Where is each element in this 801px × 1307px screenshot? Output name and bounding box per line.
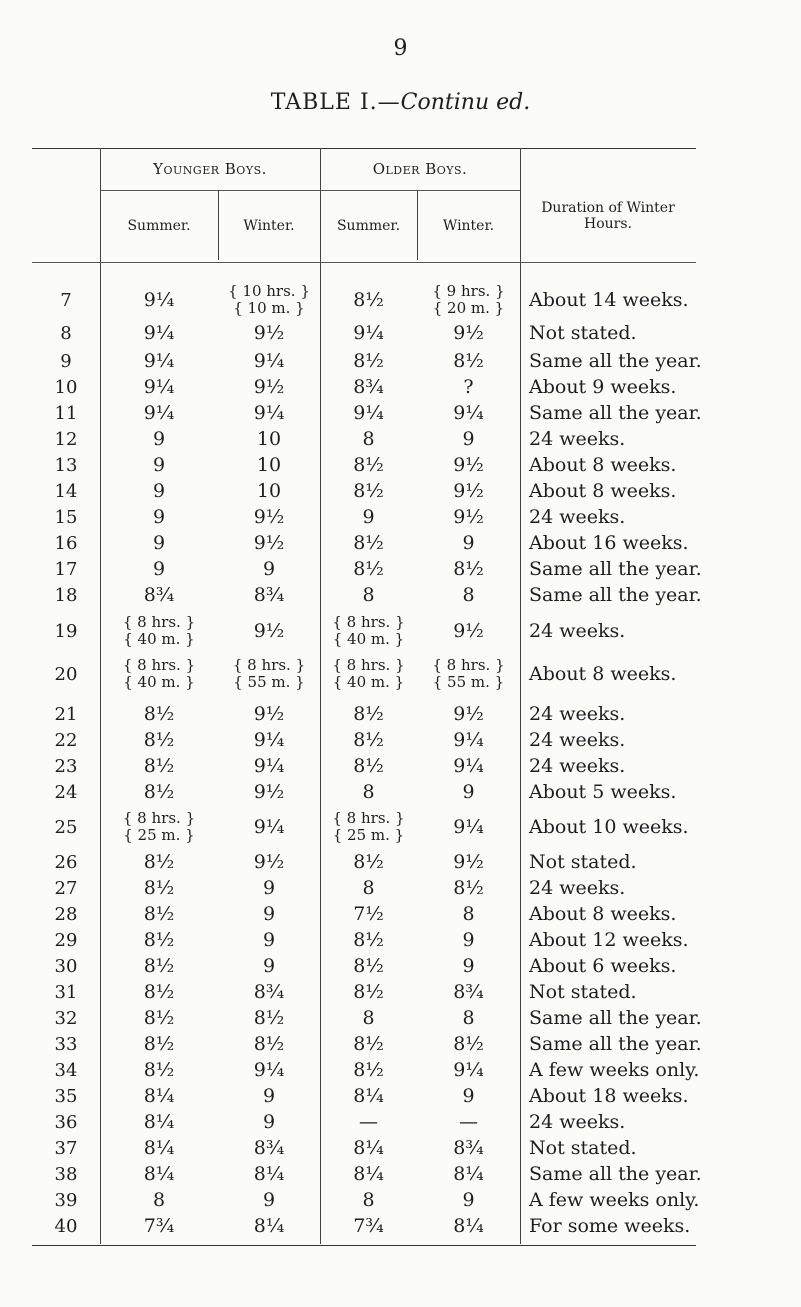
brace-line: { 8 hrs. } <box>332 809 405 827</box>
cell-duration: Not stated. <box>529 1137 637 1159</box>
cell-older-winter: 9 <box>462 781 475 803</box>
brace-value <box>123 810 195 844</box>
header-group-rule <box>100 190 520 191</box>
cell-younger-winter: 8¾ <box>253 1137 285 1159</box>
cell-older-winter: 8½ <box>453 558 484 580</box>
cell-duration: About 5 weeks. <box>529 781 677 803</box>
cell-younger-summer: 8½ <box>143 1059 175 1081</box>
cell-duration: 24 weeks. <box>529 1111 626 1133</box>
cell-older-winter: 8 <box>462 1007 475 1029</box>
cell-duration: 24 weeks. <box>529 729 626 751</box>
cell-duration: Same all the year. <box>529 402 702 424</box>
brace-line: { 8 hrs. } <box>432 656 505 674</box>
cell-older-summer: 8½ <box>353 558 384 580</box>
cell-younger-winter: 8¼ <box>253 1215 285 1237</box>
cell-younger-winter: 9 <box>262 877 276 899</box>
brace-line: { 8 hrs. } <box>332 613 405 631</box>
table-title-main: TABLE I.— <box>270 90 401 115</box>
cell-row-number: 26 <box>54 851 78 873</box>
cell-older-winter: 8½ <box>453 1033 484 1055</box>
brace-line: { 40 m. } <box>123 630 195 648</box>
cell-older-summer: 8½ <box>353 289 384 311</box>
cell-row-number: 19 <box>54 620 78 642</box>
table-row <box>32 1031 702 1057</box>
cell-younger-winter: 8½ <box>253 1007 285 1029</box>
cell-row-number: 39 <box>54 1189 78 1211</box>
cell-younger-winter: 9½ <box>253 322 285 344</box>
cell-older-summer: 8¾ <box>353 376 384 398</box>
table-row <box>32 1109 696 1135</box>
cell-row-number: 17 <box>54 558 78 580</box>
cell-younger-summer: 8½ <box>143 755 175 777</box>
header-duration: Duration of Winter Hours. <box>541 200 675 232</box>
cell-younger-winter: 9 <box>262 903 276 925</box>
cell-duration: A few weeks only. <box>529 1059 700 1081</box>
cell-duration: Same all the year. <box>529 350 702 372</box>
table-row <box>32 927 696 953</box>
cell-younger-summer: 9¼ <box>143 402 175 424</box>
cell-younger-summer: 8½ <box>143 1033 175 1055</box>
cell-older-winter: 8 <box>462 903 475 925</box>
cell-older-winter: 9½ <box>453 703 484 725</box>
cell-older-winter: 9¼ <box>453 1059 484 1081</box>
brace-line: { 8 hrs. } <box>232 656 306 674</box>
brace-line: { 8 hrs. } <box>122 656 196 674</box>
cell-younger-summer: 8¼ <box>143 1163 175 1185</box>
brace-value <box>332 810 404 844</box>
table-row <box>32 400 702 426</box>
cell-row-number: 33 <box>54 1033 78 1055</box>
cell-younger-winter: 9½ <box>253 532 285 554</box>
cell-older-summer <box>320 654 417 694</box>
cell-older-summer: 8 <box>362 1189 375 1211</box>
cell-younger-winter: 9½ <box>253 376 285 398</box>
cell-older-winter: 8½ <box>453 877 484 899</box>
cell-duration: Same all the year. <box>529 1163 702 1185</box>
cell-younger-winter: 9¼ <box>253 1059 285 1081</box>
cell-younger-summer: 8¾ <box>143 584 175 606</box>
cell-younger-summer: 8½ <box>143 981 175 1003</box>
cell-duration: Same all the year. <box>529 558 702 580</box>
cell-younger-summer: 8¼ <box>143 1111 175 1133</box>
cell-older-summer: 8 <box>362 428 375 450</box>
cell-row-number: 16 <box>54 532 78 554</box>
cell-younger-winter: 8¾ <box>253 981 285 1003</box>
cell-older-winter: 9½ <box>453 851 484 873</box>
cell-duration: Same all the year. <box>529 1033 702 1055</box>
cell-row-number: 40 <box>54 1215 78 1237</box>
table-row <box>32 530 696 556</box>
cell-older-summer: 7½ <box>353 903 384 925</box>
page-number: 9 <box>393 36 408 61</box>
cell-younger-winter: 9¼ <box>253 729 285 751</box>
cell-younger-summer: 9¼ <box>143 322 175 344</box>
cell-older-winter: 8 <box>462 584 475 606</box>
table-title <box>0 90 801 115</box>
cell-younger-winter <box>218 282 320 318</box>
cell-older-winter <box>417 282 520 318</box>
cell-duration: Not stated. <box>529 322 637 344</box>
cell-younger-summer: 9¼ <box>143 376 175 398</box>
cell-younger-summer: 9 <box>152 428 166 450</box>
cell-older-winter: 9½ <box>453 506 484 528</box>
brace-value <box>332 657 404 691</box>
cell-older-summer: 8½ <box>353 532 384 554</box>
header-rule <box>32 262 696 263</box>
cell-older-summer: 8½ <box>353 480 384 502</box>
table-row <box>32 1213 696 1239</box>
header-older-boys: Older Boys. <box>372 160 468 178</box>
brace-line: { 10 hrs. } <box>228 282 310 300</box>
cell-row-number: 37 <box>54 1137 78 1159</box>
table-row <box>32 727 696 753</box>
cell-older-summer: 8½ <box>353 955 384 977</box>
cell-duration: Not stated. <box>529 981 637 1003</box>
cell-older-winter: 9¼ <box>453 402 484 424</box>
brace-value <box>432 657 504 691</box>
cell-younger-winter: 9½ <box>253 620 285 642</box>
cell-older-summer: 8½ <box>353 1033 384 1055</box>
table-row <box>32 753 696 779</box>
cell-duration: About 8 weeks. <box>529 454 677 476</box>
cell-older-summer: 8 <box>362 584 375 606</box>
cell-duration: About 18 weeks. <box>529 1085 689 1107</box>
cell-younger-summer <box>100 654 218 694</box>
cell-younger-winter <box>218 654 320 694</box>
table-row <box>32 1187 700 1213</box>
brace-line: { 25 m. } <box>123 826 195 844</box>
cell-older-winter: 9 <box>462 1085 475 1107</box>
cell-duration: About 8 weeks. <box>529 903 677 925</box>
cell-younger-summer: 9¼ <box>143 289 175 311</box>
cell-row-number: 10 <box>54 376 78 398</box>
brace-line: { 8 hrs. } <box>332 656 405 674</box>
cell-row-number: 11 <box>54 402 78 424</box>
brace-line: { 25 m. } <box>332 826 405 844</box>
table-row <box>32 504 696 530</box>
cell-older-winter: 9 <box>462 428 475 450</box>
brace-line: { 9 hrs. } <box>432 282 505 300</box>
cell-older-winter: 8½ <box>453 350 484 372</box>
table-row <box>32 1135 696 1161</box>
cell-row-number: 21 <box>54 703 78 725</box>
cell-older-winter: 9 <box>462 955 475 977</box>
brace-line: { 10 m. } <box>233 299 305 317</box>
cell-duration: 24 weeks. <box>529 506 626 528</box>
cell-row-number: 18 <box>54 584 78 606</box>
cell-younger-summer: 8½ <box>143 929 175 951</box>
cell-row-number: 7 <box>60 289 72 311</box>
cell-younger-summer: 8¼ <box>143 1085 175 1107</box>
cell-older-summer: 8½ <box>353 454 384 476</box>
cell-row-number: 30 <box>54 955 78 977</box>
cell-younger-summer: 9 <box>152 558 166 580</box>
header-younger-boys: Younger Boys. <box>153 160 267 178</box>
cell-younger-winter: 9 <box>262 955 276 977</box>
brace-value <box>123 614 195 648</box>
cell-row-number: 25 <box>54 816 78 838</box>
table-row <box>32 1161 702 1187</box>
cell-younger-winter: 9¼ <box>253 350 285 372</box>
brace-line: { 8 hrs. } <box>122 809 196 827</box>
cell-row-number: 20 <box>54 663 78 685</box>
cell-older-summer: 8½ <box>353 929 384 951</box>
cell-older-winter: 8¼ <box>453 1163 484 1185</box>
cell-younger-summer: 8½ <box>143 729 175 751</box>
cell-duration: About 9 weeks. <box>529 376 677 398</box>
table-row <box>32 374 696 400</box>
cell-row-number: 34 <box>54 1059 78 1081</box>
table-row <box>32 779 696 805</box>
cell-older-winter: 8¼ <box>453 1215 484 1237</box>
brace-line: { 55 m. } <box>233 673 305 691</box>
cell-younger-winter: 9 <box>262 929 276 951</box>
cell-younger-winter: 8¾ <box>253 584 285 606</box>
cell-younger-winter: 9½ <box>253 781 285 803</box>
cell-younger-summer: 8½ <box>143 955 175 977</box>
cell-duration: Not stated. <box>529 851 637 873</box>
table-row <box>32 1005 702 1031</box>
cell-older-winter: ? <box>463 376 474 398</box>
cell-row-number: 14 <box>54 480 78 502</box>
cell-row-number: 29 <box>54 929 78 951</box>
cell-row-number: 13 <box>54 454 78 476</box>
table-row <box>32 556 702 582</box>
cell-row-number: 23 <box>54 755 78 777</box>
cell-older-summer <box>320 808 417 846</box>
cell-younger-winter: 9¼ <box>253 402 285 424</box>
cell-younger-summer: 9 <box>152 454 166 476</box>
cell-older-summer: 8 <box>362 877 375 899</box>
cell-younger-summer: 8½ <box>143 781 175 803</box>
cell-younger-winter: 10 <box>256 428 282 450</box>
cell-younger-summer: 9¼ <box>143 350 175 372</box>
cell-row-number: 31 <box>54 981 78 1003</box>
cell-row-number: 38 <box>54 1163 78 1185</box>
brace-line: { 40 m. } <box>123 673 195 691</box>
cell-younger-summer: 8¼ <box>143 1137 175 1159</box>
table-row <box>32 701 696 727</box>
cell-younger-winter: 9 <box>262 1085 276 1107</box>
table-row <box>32 582 702 608</box>
table-row <box>32 953 696 979</box>
cell-younger-winter: 9 <box>262 558 276 580</box>
table-row <box>32 282 696 318</box>
table-row <box>32 979 696 1005</box>
cell-younger-summer: 7¾ <box>143 1215 175 1237</box>
cell-older-summer: 9¼ <box>353 402 384 424</box>
cell-duration: About 6 weeks. <box>529 955 677 977</box>
cell-duration: About 14 weeks. <box>529 289 689 311</box>
cell-older-summer: 8½ <box>353 729 384 751</box>
cell-row-number: 8 <box>60 322 72 344</box>
cell-younger-summer: 8½ <box>143 851 175 873</box>
header-younger-winter: Winter. <box>243 218 295 234</box>
cell-older-winter: 9½ <box>453 322 484 344</box>
cell-row-number: 22 <box>54 729 78 751</box>
cell-older-summer: 8½ <box>353 1059 384 1081</box>
cell-older-winter: 8¾ <box>453 1137 484 1159</box>
cell-younger-winter: 9¼ <box>253 816 285 838</box>
cell-older-winter: 9½ <box>453 454 484 476</box>
cell-duration: About 12 weeks. <box>529 929 689 951</box>
cell-older-winter: — <box>459 1111 478 1133</box>
cell-younger-summer <box>100 808 218 846</box>
cell-younger-summer: 9 <box>152 480 166 502</box>
cell-younger-summer <box>100 612 218 650</box>
cell-older-winter: 9 <box>462 929 475 951</box>
cell-younger-summer: 8½ <box>143 903 175 925</box>
header-younger-summer: Summer. <box>127 218 191 234</box>
cell-younger-winter: 10 <box>256 480 282 502</box>
cell-younger-winter: 9½ <box>253 851 285 873</box>
cell-duration: A few weeks only. <box>529 1189 700 1211</box>
cell-older-summer: 8½ <box>353 703 384 725</box>
table-row <box>32 426 696 452</box>
cell-younger-winter: 9½ <box>253 506 285 528</box>
table-row <box>32 901 696 927</box>
cell-younger-winter: 9 <box>262 1189 276 1211</box>
cell-younger-summer: 8½ <box>143 703 175 725</box>
cell-duration: About 8 weeks. <box>529 480 677 502</box>
cell-older-summer: 8½ <box>353 851 384 873</box>
cell-older-summer: 9¼ <box>353 322 384 344</box>
table-row <box>32 612 696 650</box>
cell-younger-winter: 9 <box>262 1111 276 1133</box>
cell-duration: Same all the year. <box>529 1007 702 1029</box>
cell-younger-winter: 9½ <box>253 703 285 725</box>
brace-line: { 55 m. } <box>432 673 505 691</box>
cell-row-number: 28 <box>54 903 78 925</box>
cell-older-winter: 9 <box>462 1189 475 1211</box>
cell-duration: Same all the year. <box>529 584 702 606</box>
cell-older-winter <box>417 654 520 694</box>
cell-older-summer: 8½ <box>353 755 384 777</box>
brace-line: { 40 m. } <box>332 673 405 691</box>
cell-older-winter: 9¼ <box>453 755 484 777</box>
cell-duration: 24 weeks. <box>529 755 626 777</box>
cell-duration: About 16 weeks. <box>529 532 689 554</box>
cell-duration: For some weeks. <box>529 1215 691 1237</box>
brace-value <box>432 283 504 317</box>
table-row <box>32 808 696 846</box>
cell-duration: About 8 weeks. <box>529 663 677 685</box>
cell-older-summer: 8 <box>362 781 375 803</box>
cell-row-number: 36 <box>54 1111 78 1133</box>
table-row <box>32 875 696 901</box>
brace-line: { 8 hrs. } <box>122 613 196 631</box>
cell-older-winter: 9¼ <box>453 729 484 751</box>
cell-younger-summer: 8 <box>152 1189 166 1211</box>
cell-older-summer: 8½ <box>353 350 384 372</box>
cell-younger-summer: 9 <box>152 506 166 528</box>
brace-line: { 20 m. } <box>432 299 505 317</box>
cell-younger-summer: 8½ <box>143 877 175 899</box>
table-row <box>32 320 696 346</box>
cell-older-summer: 8¼ <box>353 1137 384 1159</box>
header-older-winter: Winter. <box>442 218 495 234</box>
cell-row-number: 27 <box>54 877 78 899</box>
table-row <box>32 478 696 504</box>
brace-line: { 40 m. } <box>332 630 405 648</box>
cell-row-number: 32 <box>54 1007 78 1029</box>
brace-value <box>233 657 305 691</box>
brace-value <box>332 614 404 648</box>
cell-older-summer: 8½ <box>353 981 384 1003</box>
cell-older-winter: 9½ <box>453 480 484 502</box>
cell-older-winter: 9¼ <box>453 816 484 838</box>
cell-row-number: 24 <box>54 781 78 803</box>
cell-row-number: 15 <box>54 506 78 528</box>
cell-older-winter: 9½ <box>453 620 484 642</box>
cell-younger-summer: 8½ <box>143 1007 175 1029</box>
table-row <box>32 1057 700 1083</box>
cell-older-summer: 8¼ <box>353 1163 384 1185</box>
cell-younger-winter: 9¼ <box>253 755 285 777</box>
cell-duration: 24 weeks. <box>529 703 626 725</box>
cell-row-number: 9 <box>60 350 72 372</box>
brace-value <box>123 657 195 691</box>
table-row <box>32 849 696 875</box>
cell-duration: About 10 weeks. <box>529 816 689 838</box>
cell-younger-winter: 8¼ <box>253 1163 285 1185</box>
table-row <box>32 348 702 374</box>
cell-older-summer <box>320 612 417 650</box>
cell-younger-summer: 9 <box>152 532 166 554</box>
cell-duration: 24 weeks. <box>529 428 626 450</box>
table-row <box>32 1083 696 1109</box>
cell-older-winter: 9 <box>462 532 475 554</box>
cell-older-summer: 8¼ <box>353 1085 384 1107</box>
brace-value <box>228 283 310 317</box>
cell-older-summer: 8 <box>362 1007 375 1029</box>
cell-older-summer: — <box>359 1111 378 1133</box>
cell-row-number: 35 <box>54 1085 78 1107</box>
cell-younger-winter: 10 <box>256 454 282 476</box>
table-title-continued: Continu ed. <box>400 90 531 115</box>
cell-older-summer: 9 <box>362 506 375 528</box>
table-row <box>32 452 696 478</box>
cell-duration: 24 weeks. <box>529 877 626 899</box>
cell-younger-winter: 8½ <box>253 1033 285 1055</box>
table-row <box>32 654 696 694</box>
cell-duration: 24 weeks. <box>529 620 626 642</box>
header-older-summer: Summer. <box>336 218 401 234</box>
cell-row-number: 12 <box>54 428 78 450</box>
cell-older-winter: 8¾ <box>453 981 484 1003</box>
cell-older-summer: 7¾ <box>353 1215 384 1237</box>
